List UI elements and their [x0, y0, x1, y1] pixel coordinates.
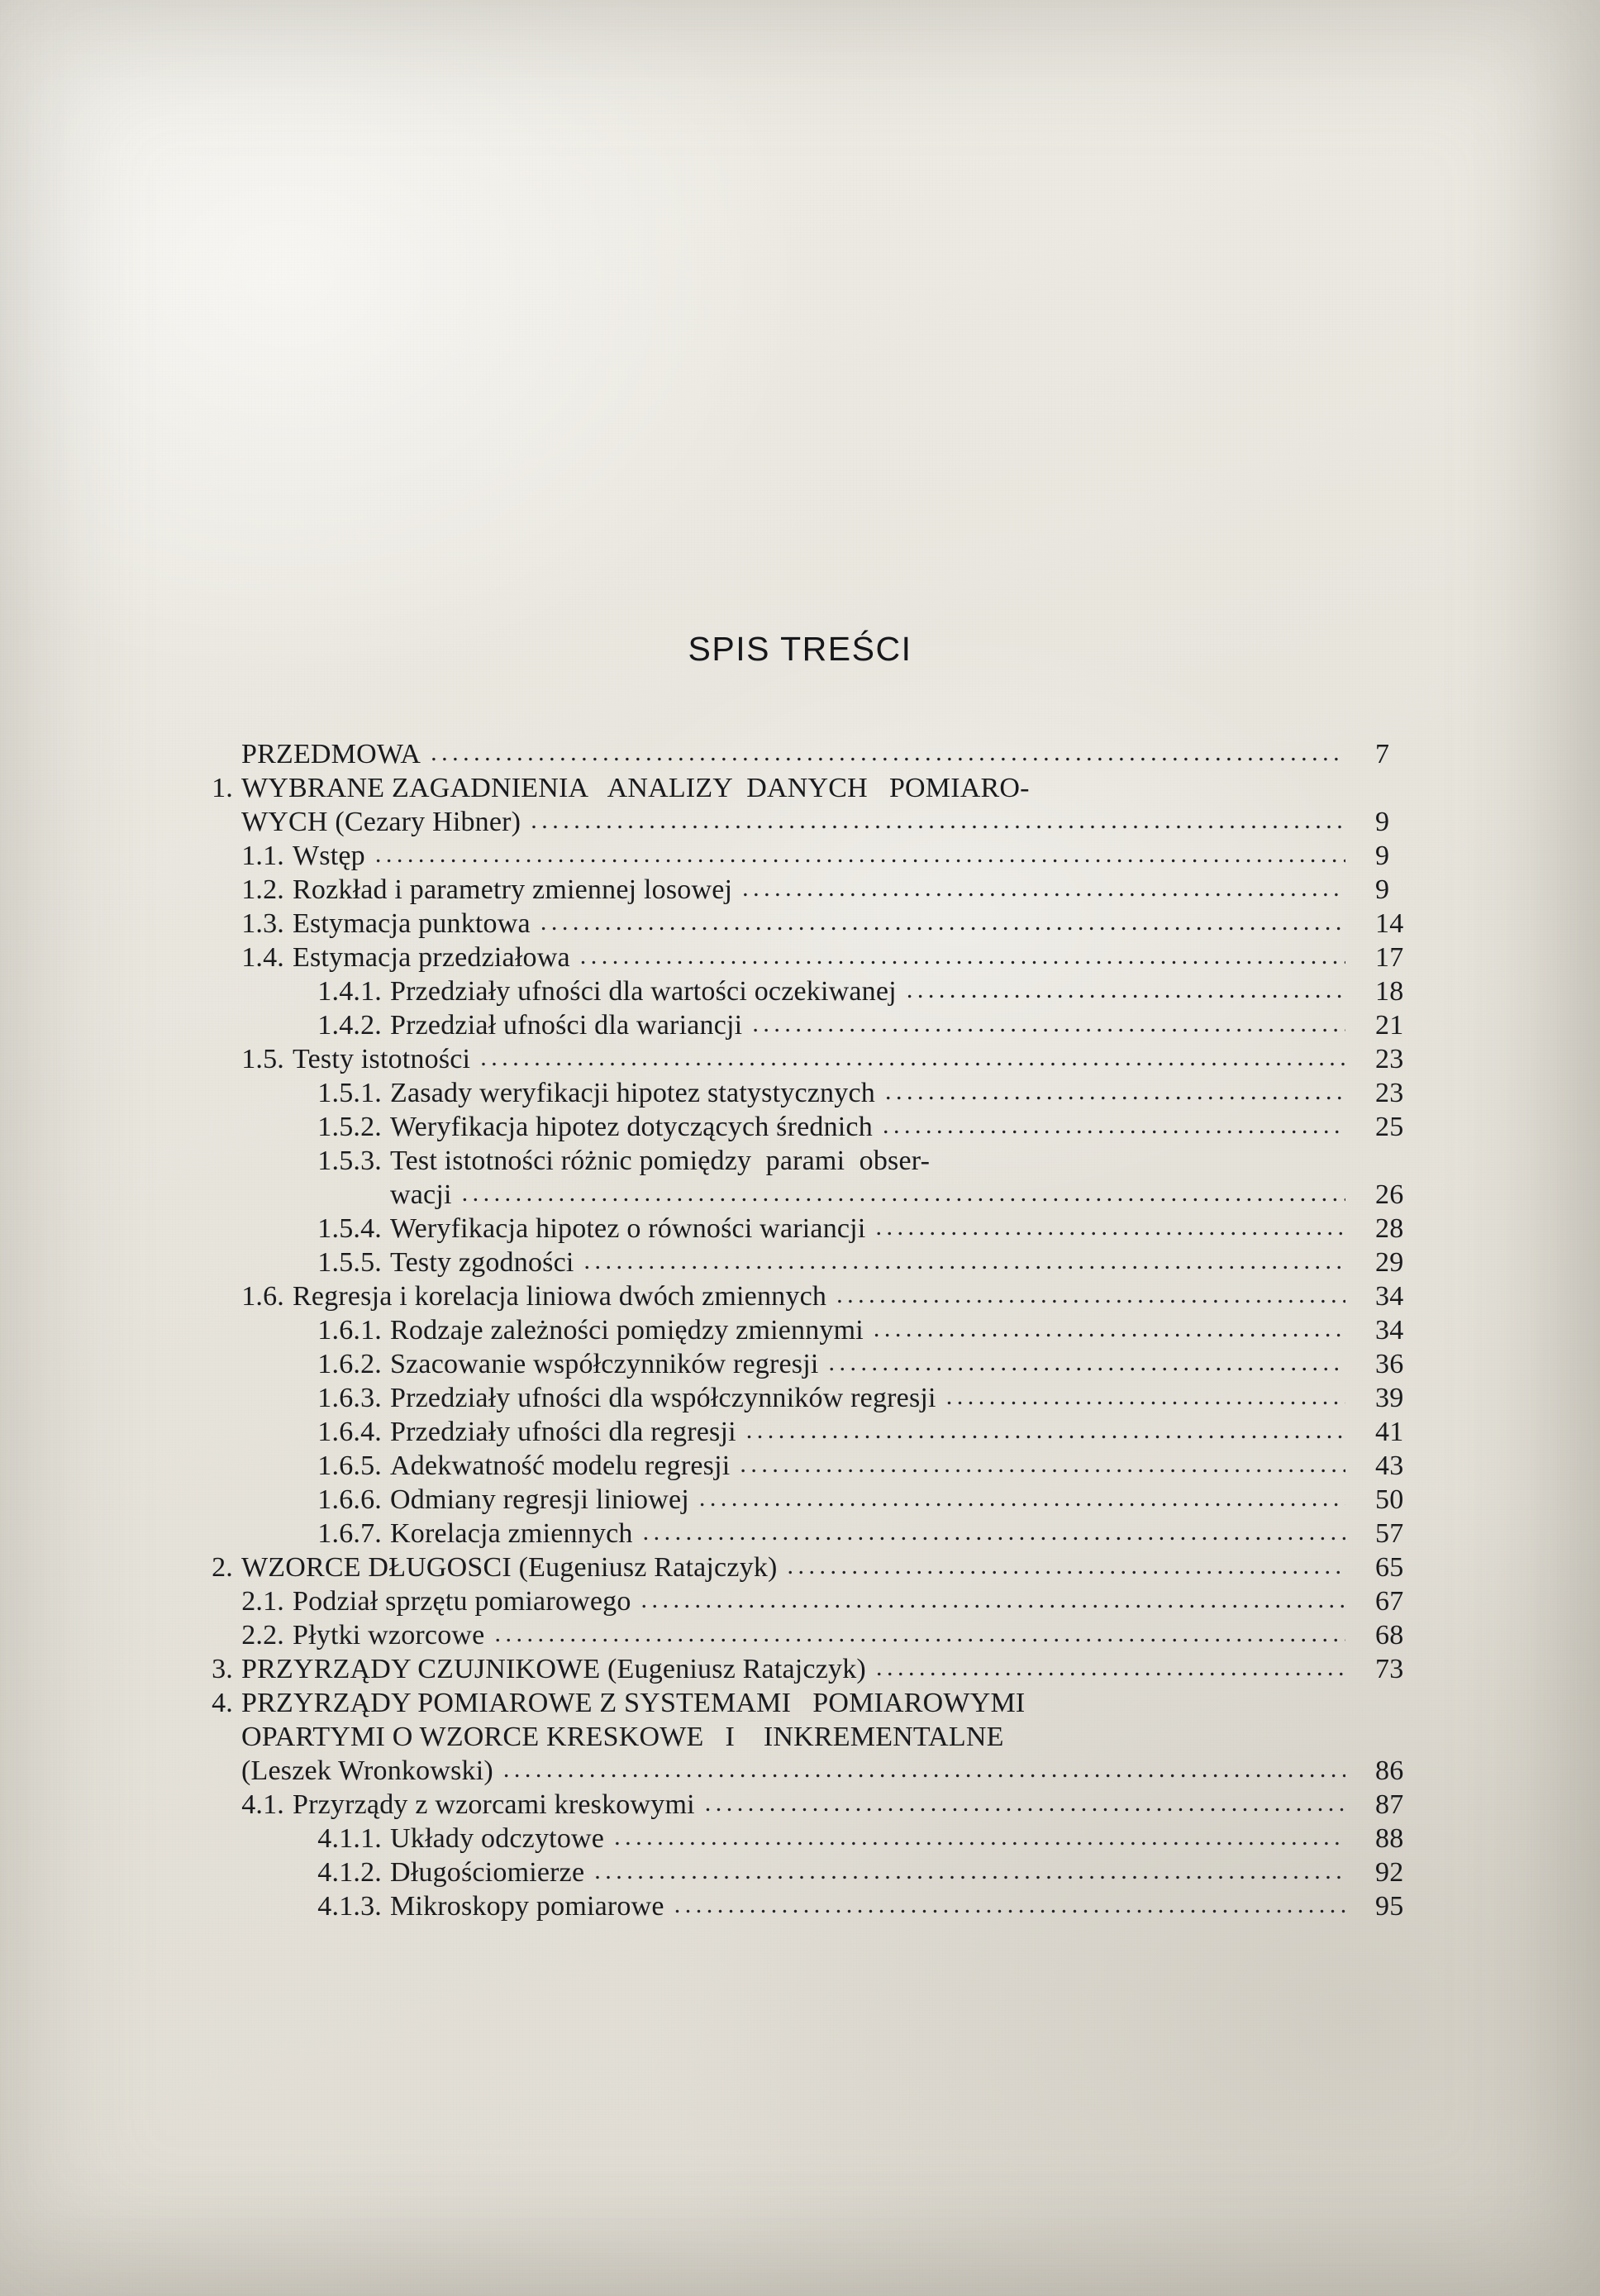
- toc-entry-number: 1.3.: [241, 908, 284, 939]
- toc-leader-dots: [614, 1825, 1345, 1850]
- toc-entry-number: 4.1.3.: [317, 1891, 382, 1922]
- toc-entry-number: 1.6.5.: [317, 1450, 382, 1481]
- toc-entry-number: 2.2.: [241, 1620, 284, 1651]
- toc-entry-number: 1.6.4.: [317, 1417, 382, 1447]
- toc-entry-number: 1.6.7.: [317, 1518, 382, 1549]
- toc-entry-page-number: 25: [1375, 1112, 1404, 1142]
- toc-entry-page-number: 68: [1375, 1620, 1404, 1651]
- toc-entry-number: 1.5.5.: [317, 1247, 382, 1278]
- toc-leader-dots: [740, 1452, 1345, 1477]
- toc-entry-label: Testy zgodności: [390, 1247, 574, 1278]
- toc-entry-page-number: 9: [1375, 874, 1390, 905]
- toc-leader-dots: [946, 1384, 1345, 1409]
- toc-entry-number: 1.2.: [241, 874, 284, 905]
- toc-leader-dots: [883, 1113, 1345, 1138]
- toc-entry-number: 1.6.3.: [317, 1383, 382, 1413]
- toc-leader-dots: [746, 1418, 1345, 1443]
- toc-entry-page-number: 34: [1375, 1315, 1404, 1346]
- toc-entry-number: 1.5.2.: [317, 1112, 382, 1142]
- toc-entry[interactable]: [162, 1655, 1451, 1684]
- toc-entry[interactable]: [162, 1554, 1451, 1582]
- toc-entry[interactable]: [284, 1215, 1451, 1243]
- toc-entry-label: WYCH (Cezary Hibner): [241, 807, 521, 837]
- toc-entry-label: Zasady weryfikacji hipotez statystycznych: [390, 1078, 875, 1108]
- toc-entry-page-number: 23: [1375, 1078, 1404, 1108]
- toc-leader-dots: [875, 1215, 1345, 1240]
- toc-entry-number: 2.1.: [241, 1586, 284, 1617]
- toc-entry-page-number: 65: [1375, 1552, 1404, 1583]
- toc-entry-label: PRZYRZĄDY CZUJNIKOWE (Eugeniusz Ratajczyk): [241, 1654, 866, 1684]
- toc-entry-label: Wstęp: [293, 841, 365, 871]
- toc-entry-page-number: 9: [1375, 841, 1390, 871]
- toc-entry-page-number: 41: [1375, 1417, 1404, 1447]
- toc-entry[interactable]: [284, 1520, 1451, 1548]
- toc-entry-number: 1.5.4.: [317, 1213, 382, 1244]
- toc-entry-number: 1.4.: [241, 942, 284, 973]
- toc-leader-dots: [540, 910, 1345, 935]
- toc-entry-label: Przedziały ufności dla współczynników regresji: [390, 1383, 936, 1413]
- toc-entry-number: 1.5.3.: [317, 1146, 382, 1176]
- toc-entry-label: Test istotności różnic pomiędzy parami obser-: [390, 1146, 931, 1176]
- toc-leader-dots: [907, 978, 1345, 1003]
- toc-entry-page-number: 36: [1375, 1349, 1404, 1379]
- toc-entry-page-number: 17: [1375, 942, 1404, 973]
- toc-entry-label: Płytki wzorcowe: [293, 1620, 485, 1651]
- toc-entry-label: Przedział ufności dla wariancji: [390, 1010, 743, 1041]
- toc-entry-number: 1.5.1.: [317, 1078, 382, 1108]
- toc-entry-label: Rozkład i parametry zmiennej losowej: [293, 874, 733, 905]
- toc-leader-dots: [503, 1757, 1345, 1782]
- toc-entry[interactable]: [284, 1418, 1451, 1446]
- toc-entry[interactable]: [284, 1486, 1451, 1514]
- toc-entry-page-number: 87: [1375, 1789, 1404, 1820]
- toc-entry-label: Przedziały ufności dla regresji: [390, 1417, 736, 1447]
- toc-leader-dots: [531, 808, 1345, 833]
- toc-leader-dots: [885, 1079, 1345, 1104]
- toc-entry-page-number: 14: [1375, 908, 1404, 939]
- toc-entry-label: WYBRANE ZAGADNIENIA ANALIZY DANYCH POMIARO-: [241, 773, 1030, 803]
- toc-entry-number: 4.1.2.: [317, 1857, 382, 1888]
- toc-entry[interactable]: [162, 1757, 1451, 1785]
- toc-entry-number: 1.: [212, 773, 233, 803]
- toc-entry-label: PRZYRZĄDY POMIAROWE Z SYSTEMAMI POMIAROWYMI: [241, 1688, 1026, 1718]
- toc-entry-page-number: 43: [1375, 1450, 1404, 1481]
- toc-entry-label: Układy odczytowe: [390, 1823, 605, 1854]
- toc-entry-number: 1.6.2.: [317, 1349, 382, 1379]
- toc-entry-page-number: 28: [1375, 1213, 1404, 1244]
- toc-leader-dots: [431, 741, 1345, 765]
- toc-leader-dots: [836, 1283, 1345, 1308]
- toc-entry[interactable]: [162, 1723, 1451, 1751]
- toc-entry-page-number: 39: [1375, 1383, 1404, 1413]
- toc-leader-dots: [594, 1859, 1345, 1884]
- toc-entry-page-number: 21: [1375, 1010, 1404, 1041]
- toc-entry-page-number: 26: [1375, 1179, 1404, 1210]
- toc-entry-number: 1.6.6.: [317, 1484, 382, 1515]
- toc-entry-label: wacji: [390, 1179, 452, 1210]
- toc-entry[interactable]: [284, 1893, 1451, 1921]
- toc-leader-dots: [641, 1588, 1345, 1612]
- toc-entry[interactable]: [284, 1181, 1451, 1209]
- toc-entry-label: Weryfikacja hipotez dotyczących średnich: [390, 1112, 873, 1142]
- toc-entry[interactable]: [284, 1825, 1451, 1853]
- toc-entry-page-number: 67: [1375, 1586, 1404, 1617]
- toc-entry-number: 1.6.: [241, 1281, 284, 1312]
- toc-entry-page-number: 92: [1375, 1857, 1404, 1888]
- toc-leader-dots: [580, 944, 1345, 969]
- toc-entry-page-number: 18: [1375, 976, 1404, 1007]
- toc-entry[interactable]: [213, 1588, 1451, 1616]
- toc-entry[interactable]: [284, 1452, 1451, 1480]
- toc-entry-label: Rodzaje zależności pomiędzy zmiennymi: [390, 1315, 864, 1346]
- toc-entry-number: 1.5.: [241, 1044, 284, 1074]
- toc-entry-label: Szacowanie współczynników regresji: [390, 1349, 819, 1379]
- toc-leader-dots: [584, 1249, 1345, 1274]
- toc-entry[interactable]: [213, 1046, 1451, 1074]
- toc-leader-dots: [752, 1012, 1345, 1036]
- toc-entry[interactable]: [213, 842, 1451, 870]
- toc-entry-number: 1.4.1.: [317, 976, 382, 1007]
- toc-entry[interactable]: [284, 1317, 1451, 1345]
- toc-entry-number: 1.6.1.: [317, 1315, 382, 1346]
- toc-entry[interactable]: [284, 1012, 1451, 1040]
- toc-entry-number: 4.1.1.: [317, 1823, 382, 1854]
- toc-entry-label: Adekwatność modelu regresji: [390, 1450, 731, 1481]
- toc-entry-label: Weryfikacja hipotez o równości wariancji: [390, 1213, 866, 1244]
- toc-entry[interactable]: [213, 944, 1451, 972]
- toc-entry-label: Testy istotności: [293, 1044, 471, 1074]
- toc-entry-page-number: 95: [1375, 1891, 1404, 1922]
- toc-entry[interactable]: [213, 876, 1451, 904]
- toc-entry-label: Estymacja przedziałowa: [293, 942, 570, 973]
- toc-leader-dots: [874, 1317, 1345, 1341]
- table-of-contents: [162, 741, 1451, 1927]
- toc-entry-number: 4.1.: [241, 1789, 284, 1820]
- toc-entry[interactable]: [284, 1249, 1451, 1277]
- toc-leader-dots: [643, 1520, 1345, 1545]
- toc-entry-number: 1.4.2.: [317, 1010, 382, 1041]
- toc-entry-page-number: 86: [1375, 1755, 1404, 1786]
- toc-leader-dots: [788, 1554, 1345, 1579]
- toc-entry-number: 2.: [212, 1552, 233, 1583]
- toc-leader-dots: [742, 876, 1345, 901]
- toc-entry-label: Regresja i korelacja liniowa dwóch zmiennych: [293, 1281, 827, 1312]
- toc-entry[interactable]: [284, 1859, 1451, 1887]
- toc-entry-label: Podział sprzętu pomiarowego: [293, 1586, 631, 1617]
- toc-leader-dots: [480, 1046, 1345, 1070]
- toc-entry-label: Przyrządy z wzorcami kreskowymi: [293, 1789, 695, 1820]
- toc-entry-number: 4.: [212, 1688, 233, 1718]
- toc-entry-page-number: 29: [1375, 1247, 1404, 1278]
- toc-entry[interactable]: [284, 1147, 1451, 1175]
- toc-entry[interactable]: [162, 1689, 1451, 1717]
- toc-entry-page-number: 57: [1375, 1518, 1404, 1549]
- toc-entry-label: Długościomierze: [390, 1857, 585, 1888]
- toc-entry-page-number: 88: [1375, 1823, 1404, 1854]
- toc-entry[interactable]: [213, 1283, 1451, 1311]
- toc-entry-label: Korelacja zmiennych: [390, 1518, 633, 1549]
- page-title: SPIS TREŚCI: [688, 630, 912, 668]
- toc-entry-label: Odmiany regresji liniowej: [390, 1484, 689, 1515]
- toc-leader-dots: [876, 1655, 1345, 1680]
- toc-entry-label: (Leszek Wronkowski): [241, 1755, 493, 1786]
- toc-leader-dots: [462, 1181, 1345, 1206]
- toc-leader-dots: [494, 1622, 1345, 1646]
- toc-entry-label: Mikroskopy pomiarowe: [390, 1891, 664, 1922]
- toc-entry[interactable]: [213, 910, 1451, 938]
- toc-entry[interactable]: [284, 1079, 1451, 1108]
- toc-leader-dots: [705, 1791, 1345, 1816]
- toc-entry-label: Estymacja punktowa: [293, 908, 531, 939]
- toc-leader-dots: [829, 1350, 1345, 1375]
- toc-entry[interactable]: [162, 774, 1451, 803]
- toc-entry-label: OPARTYMI O WZORCE KRESKOWE I INKREMENTALNE: [241, 1722, 1004, 1752]
- toc-entry-number: 3.: [212, 1654, 233, 1684]
- toc-entry-page-number: 23: [1375, 1044, 1404, 1074]
- toc-leader-dots: [674, 1893, 1345, 1917]
- toc-leader-dots: [699, 1486, 1345, 1511]
- toc-entry[interactable]: [284, 1113, 1451, 1141]
- toc-entry[interactable]: [162, 741, 1451, 769]
- toc-entry[interactable]: [284, 1350, 1451, 1379]
- toc-entry[interactable]: [284, 978, 1451, 1006]
- toc-entry-label: Przedziały ufności dla wartości oczekiwanej: [390, 976, 897, 1007]
- toc-entry-page-number: 50: [1375, 1484, 1404, 1515]
- toc-entry-label: WZORCE DŁUGOSCI (Eugeniusz Ratajczyk): [241, 1552, 778, 1583]
- toc-entry-label: PRZEDMOWA: [241, 739, 421, 769]
- toc-entry[interactable]: [162, 808, 1451, 836]
- toc-entry-page-number: 34: [1375, 1281, 1404, 1312]
- toc-entry-page-number: 7: [1375, 739, 1390, 769]
- toc-entry-page-number: 73: [1375, 1654, 1404, 1684]
- toc-entry[interactable]: [213, 1791, 1451, 1819]
- toc-entry-page-number: 9: [1375, 807, 1390, 837]
- toc-entry-number: 1.1.: [241, 841, 284, 871]
- toc-leader-dots: [375, 842, 1345, 867]
- toc-entry[interactable]: [284, 1384, 1451, 1412]
- toc-entry[interactable]: [213, 1622, 1451, 1650]
